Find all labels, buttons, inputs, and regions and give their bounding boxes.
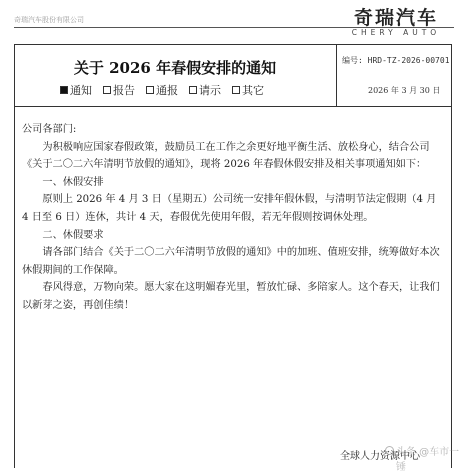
doc-type-notice bbox=[60, 82, 92, 98]
closing-paragraph: 春风得意，万物向荣。愿大家在这明媚春光里，暂放忙碌、多陪家人。这个春天，让我们以新芽之姿，再创佳绩！ bbox=[22, 282, 440, 311]
document-number: 编号: HRD-TZ-2026-00701 bbox=[342, 56, 450, 65]
salutation: 公司各部门: bbox=[22, 124, 77, 135]
section-1-heading: 一、休假安排 bbox=[42, 176, 104, 188]
company-name-small: 奇瑞汽车股份有限公司 bbox=[14, 16, 84, 24]
checkbox-unchecked bbox=[189, 86, 197, 94]
doc-type-label: 通报 bbox=[156, 84, 178, 97]
header-divider-vertical bbox=[336, 44, 337, 106]
doc-type-label: 请示 bbox=[199, 84, 221, 97]
logo-english: CHERY AUTO bbox=[351, 28, 441, 37]
document-body bbox=[22, 121, 446, 315]
header-divider-horizontal bbox=[14, 106, 452, 107]
logo-chinese: 奇瑞汽车 bbox=[353, 7, 438, 29]
document-date: 2026 年 3 月 30 日 bbox=[368, 86, 441, 95]
issuer-signature: 全球人力资源中心 bbox=[340, 451, 420, 462]
intro-paragraph: 为积极响应国家春假政策，鼓励员工在工作之余更好地平衡生活、放松身心，结合公司《关于二〇二六年清明节放假的通知》，现将 2026 年春假休假安排及相关事项通知如下： bbox=[22, 141, 430, 171]
doc-type-other bbox=[232, 82, 264, 98]
section-1-text: 原则上 2026 年 4 月 3 日（星期五）公司统一安排年假休假，与清明节法定假期（4 月 4 日至 6 日）连休，共计 4 天，春假优先使用年假，若无年假则按调休处理。 bbox=[22, 194, 437, 223]
doc-type-bulletin bbox=[146, 82, 178, 98]
chery-logo bbox=[340, 3, 452, 37]
section-2-text: 请各部门结合《关于二〇二六年清明节放假的通知》中的加班、值班安排，统筹做好本次休假期间的工作保障。 bbox=[22, 247, 440, 276]
checkbox-unchecked bbox=[232, 86, 240, 94]
checkbox-unchecked bbox=[103, 86, 111, 94]
checkbox-checked bbox=[60, 86, 68, 94]
document-type-checkboxes bbox=[60, 82, 264, 98]
document-title: 关于 2026 年春假安排的通知 bbox=[73, 59, 277, 77]
doc-type-request bbox=[189, 82, 221, 98]
watermark-icon bbox=[385, 446, 394, 455]
doc-type-label: 报告 bbox=[113, 84, 135, 97]
checkbox-unchecked bbox=[146, 86, 154, 94]
doc-type-label: 通知 bbox=[70, 84, 92, 97]
watermark-text: 头条 @车市一锤 bbox=[396, 447, 460, 473]
doc-type-label: 其它 bbox=[242, 84, 264, 97]
section-2-heading: 二、休假要求 bbox=[42, 229, 104, 241]
doc-type-report bbox=[103, 82, 135, 98]
